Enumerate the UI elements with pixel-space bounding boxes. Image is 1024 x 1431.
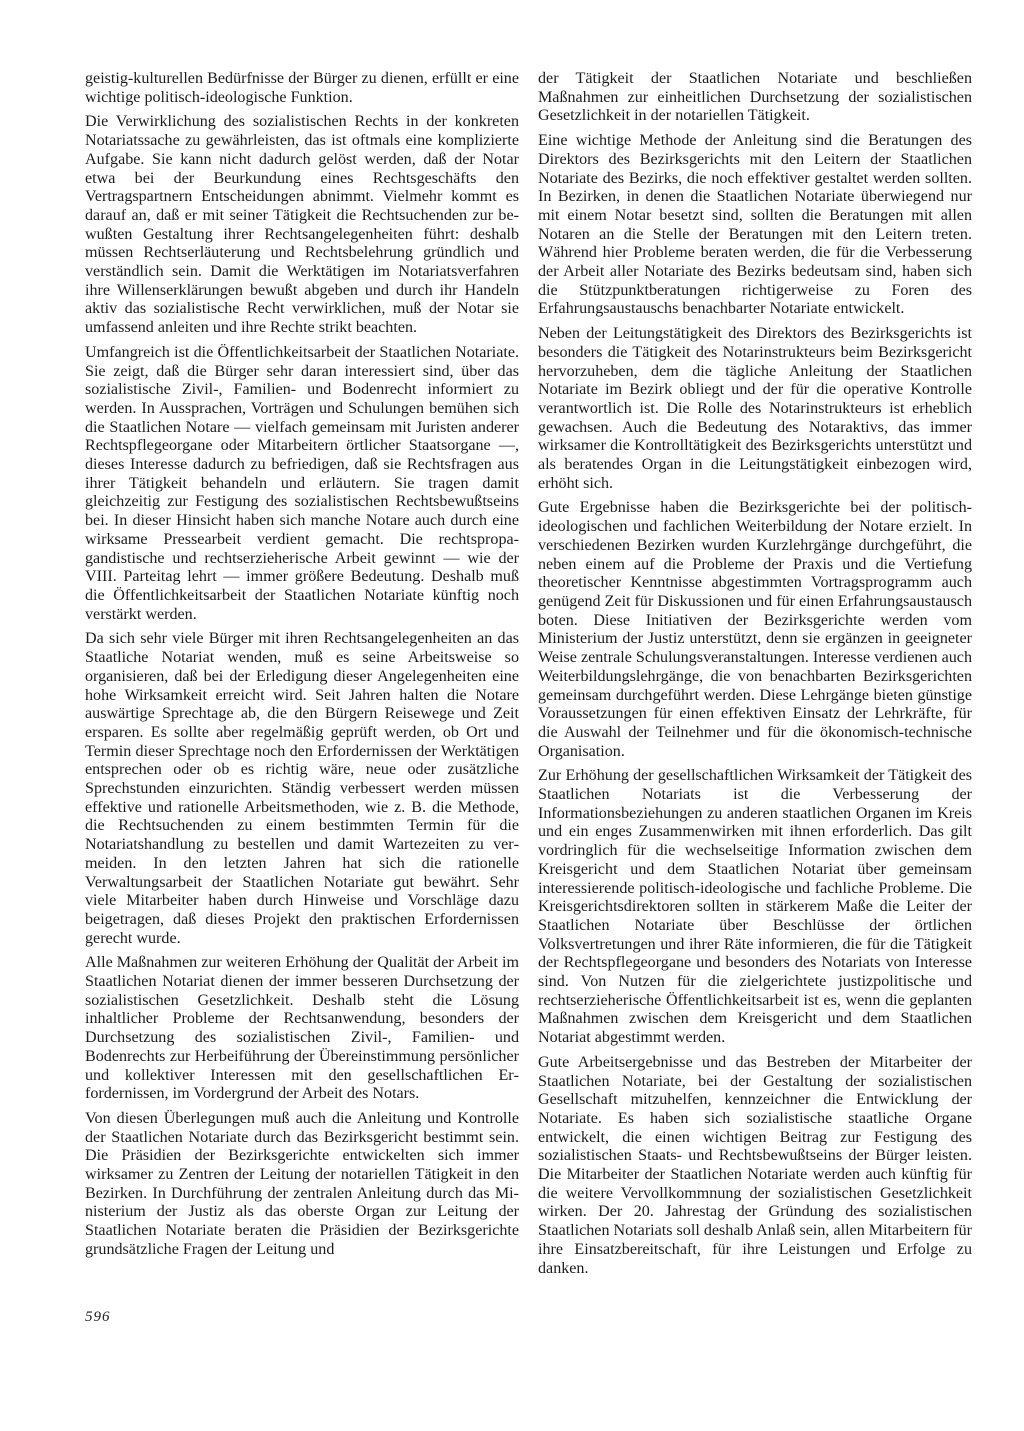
- paragraph: Zur Erhöhung der gesellschaftlichen Wirksamkeit der Tätigkeit des Staatlichen Notariats ist die Verbesserung der Informationsbeziehungen zu anderen staatlichen Organen im Kreis und ein enges Zusammenwirken mit ihnen erforderlich. Das gilt vordringlich für die wechselseitige Information zwischen dem Kreisgericht und dem Staatlichen Notariat über gemeinsam interessierende politisch-ideologische und fachliche Probleme. Die Kreisgerichtsdirektoren sollten in stärkerem Maße die Leiter der Staatlichen Notariate über Beschlüsse der örtlichen Volksvertretungen und ihrer Räte informieren, die für die Tätigkeit der Rechtspflegeorgane und besonders des Notariats von Interesse sind. Von Nutzen für die zielgerichtete justizpolitische und rechtserzieherische Öffentlichkeitsarbeit ist es, wenn die geplanten Maßnahmen zwischen dem Kreisgericht und dem Staatlichen Notariat abgestimmt werden.: [538, 767, 972, 1047]
- paragraph: Gute Ergebnisse haben die Bezirksgerichte bei der politisch-ideologischen und fachlichen Weiterbildung der Notare erzielt. In verschiedenen Bezirken wurden Kurzlehrgänge durchgeführt, die neben einem auf die Probleme der Praxis und die Vertiefung theoretischer Kenntnisse abgestimmten Vortragsprogramm auch genügend Zeit für Diskussionen und für einen Erfahrungsaustausch boten. Diese Initiativen der Bezirksgerichte werden vom Ministerium der Justiz unterstützt, denn sie ergänzen in geeigneter Weise zentrale Schulungsveranstaltungen. Interesse verdienen auch Weiterbildungslehrgänge, die von benachbarten Bezirksgerichten gemeinsam durchgeführt werden. Diese Lehrgänge bieten günstige Voraussetzungen für einen effektiven Einsatz der Lehrkräfte, für die Auswahl der Teilnehmer und für die ökonomisch-technische Organisation.: [538, 499, 972, 760]
- paragraph: Alle Maßnahmen zur weiteren Erhöhung der Qualität der Arbeit im Staatlichen Notariat dienen der immer besseren Durchsetzung der sozialistischen Gesetzlichkeit. Deshalb steht die Lösung inhaltlicher Probleme der Rechtsanwendung, besonders der Durchsetzung des sozialistischen Zivil-, Familien- und Bodenrechts zur Herbeiführung der Übereinstimmung persönlicher und kollektiver Interessen mit den gesellschaftlichen Erfordernissen, im Vordergrund der Arbeit des Notars.: [85, 954, 519, 1103]
- paragraph: Eine wichtige Methode der Anleitung sind die Beratungen des Direktors des Bezirksgerichts mit den Leitern der Staatlichen Notariate des Bezirks, die noch effektiver gestaltet werden sollten. In Bezirken, in denen die Staatlichen Notariate überwiegend nur mit einem Notar besetzt sind, sollten die Beratungen mit allen Notaren an die Stelle der Beratungen mit den Leitern treten. Während hier Probleme beraten werden, die für die Verbesserung der Arbeit aller Notariate des Bezirks bedeutsam sind, haben sich die Stützpunktberatungen richtigerweise zu Foren des Erfahrungsaustauschs benachbarter Notariate entwickelt.: [538, 132, 972, 318]
- paragraph: Die Verwirklichung des sozialistischen Rechts in der konkreten Notariatssache zu gewährleisten, das ist oftmals eine komplizierte Aufgabe. Sie kann nicht dadurch gelöst werden, daß der Notar etwa bei der Beurkundung eines Rechtsgeschäfts den Vertragspartnern Entscheidungen abnimmt. Vielmehr kommt es darauf an, daß er mit seiner Tätigkeit die Rechtsuchenden zur bewußten Gestaltung ihrer Rechtsangelegenheiten führt: deshalb müssen Rechtserläuterung und Rechtsbelehrung gründlich und verständlich sein. Damit die Werktätigen im Notariatsverfahren ihre Willenserklärungen bewußt abgeben und durch ihr Handeln aktiv das sozialistische Recht verwirklichen, muß der Notar sie umfassend anleiten und ihre Rechte strikt beachten.: [85, 113, 519, 337]
- paragraph: Neben der Leitungstätigkeit des Direktors des Bezirksgerichts ist besonders die Tätigkeit des Notarinstrukteurs beim Bezirksgericht hervorzuheben, dem die tägliche Anleitung der Staatlichen Notariate im Bezirk obliegt und der für die operative Kontrolle verantwortlich ist. Die Rolle des Notarinstrukteurs ist erheblich gewachsen. Auch die Bedeutung des Notaraktivs, das immer wirksamer die Kontrolltätigkeit des Bezirksgerichts unterstützt und als beratendes Organ in die Leitungstätigkeit einbezogen wird, erhöht sich.: [538, 325, 972, 492]
- paragraph: der Tätigkeit der Staatlichen Notariate und beschließen Maßnahmen zur einheitlichen Durchsetzung der sozialistischen Gesetzlichkeit in der notariellen Tätigkeit.: [538, 70, 972, 125]
- left-column: [85, 70, 519, 1266]
- right-column: [538, 70, 972, 1284]
- page-number: 596: [85, 1309, 111, 1325]
- paragraph: Gute Arbeitsergebnisse und das Bestreben der Mitarbeiter der Staatlichen Notariate, bei der Gestaltung der sozialistischen Gesellschaft mitzuhelfen, kennzeichner die Entwicklung der Notariate. Es haben sich sozialistische staatliche Organe entwickelt, die einen wichtigen Beitrag zur Festigung des sozialistischen Staats- und Rechtsbewußtseins der Bürger leisten. Die Mitarbeiter der Staatlichen Notariate werden auch künftig für die weitere Vervollkommnung der sozialistischen Gesetzlichkeit wirken. Der 20. Jahrestag der Gründung des sozialistischen Staatlichen Notariats soll deshalb Anlaß sein, allen Mitarbeitern für ihre Einsatzbereitschaft, für ihre Leistungen und Erfolge zu danken.: [538, 1053, 972, 1277]
- paragraph: Umfangreich ist die Öffentlichkeitsarbeit der Staatlichen Notariate. Sie zeigt, daß die Bürger sehr daran interessiert sind, über das sozialistische Zivil-, Familien- und Bodenrecht informiert zu werden. In Aussprachen, Vorträgen und Schulungen bemühen sich die Staatlichen Notare — vielfach gemeinsam mit Juristen anderer Rechtspflegeorgane oder Mitarbeitern örtlicher Staatsorgane —, dieses Interesse dadurch zu befriedigen, daß sie Rechtsfragen aus ihrer Tätigkeit behandeln und erläutern. Sie tragen damit gleichzeitig zur Festigung des sozialistischen Rechtsbewußtseins bei. In dieser Hinsicht haben sich manche Notare auch durch eine wirksame Pressearbeit verdient gemacht. Die rechtspropagandistische und rechtserzieherische Arbeit gewinnt — wie der VIII. Parteitag lehrt — immer größere Bedeutung. Deshalb muß die Öffentlichkeitsarbeit der Staatlichen Notariate künftig noch verstärkt werden.: [85, 343, 519, 623]
- paragraph: Von diesen Überlegungen muß auch die Anleitung und Kontrolle der Staatlichen Notariate durch das Bezirksgericht bestimmt sein. Die Präsidien der Bezirksgerichte entwickelten sich immer wirksamer zu Zentren der Leitung der notariellen Tätigkeit in den Bezirken. In Durchführung der zentralen Anleitung durch das Ministerium der Justiz als das oberste Organ zur Leitung der Staatlichen Notariate beraten die Präsidien der Bezirksgerichte grundsätzliche Fragen der Leitung und: [85, 1109, 519, 1258]
- paragraph: Da sich sehr viele Bürger mit ihren Rechtsangelegenheiten an das Staatliche Notariat wenden, muß es seine Arbeitsweise so organisieren, daß bei der Erledigung dieser Angelegenheiten eine hohe Wirksamkeit erreicht wird. Seit Jahren halten die Notare auswärtige Sprechtage ab, die den Bürgern Reisewege und Zeit ersparen. Es sollte aber regelmäßig geprüft werden, ob Ort und Termin dieser Sprechtage noch den Erfordernissen der Werktätigen entsprechen oder ob es richtig wäre, neue oder zusätzliche Sprechstunden einzurichten. Ständig verbessert werden müssen effektive und rationelle Arbeitsmethoden, wie z. B. die Methode, die Rechtsuchenden zu einem bestimmten Termin für die Notariatshandlung zu bestellen und damit Wartezeiten zu vermeiden. In den letzten Jahren hat sich die rationelle Verwaltungsarbeit der Staatlichen Notariate gut bewährt. Sehr viele Mitarbeiter haben durch Hinweise und Vorschläge dazu beigetragen, daß dieses Projekt den praktischen Erfordernissen gerecht wurde.: [85, 630, 519, 947]
- paragraph: geistig-kulturellen Bedürfnisse der Bürger zu dienen, erfüllt er eine wichtige politisch-ideologische Funktion.: [85, 70, 519, 106]
